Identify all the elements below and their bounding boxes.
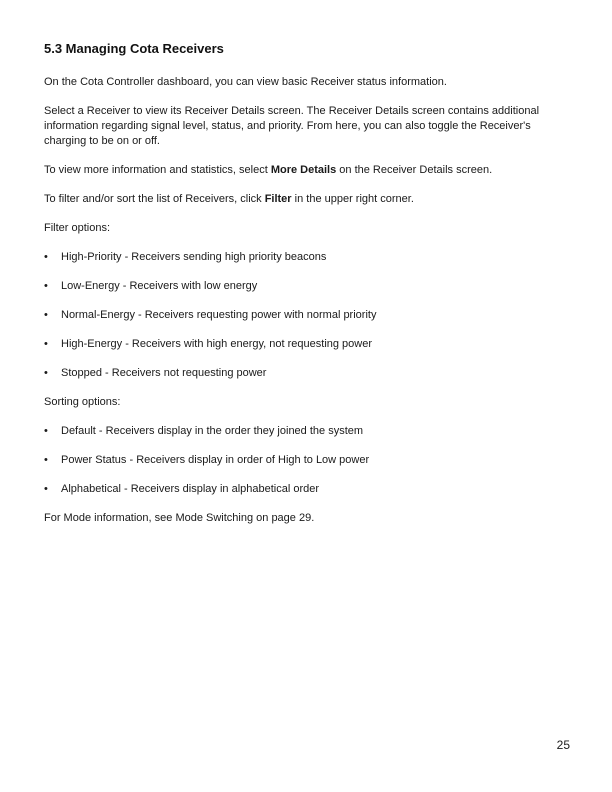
list-item-text: Power Status - Receivers display in order of High to Low power xyxy=(61,454,370,466)
sorting-options-list xyxy=(44,424,568,497)
receiver-details-paragraph: Select a Receiver to view its Receiver Details screen. The Receiver Details screen contains additional information regarding signal level, status, and priority. From here, you can also toggle the Receiver's charging to be on or off. xyxy=(44,105,540,147)
bullet-icon: • xyxy=(44,280,48,292)
filter-options-list xyxy=(44,250,568,381)
bullet-icon: • xyxy=(44,251,48,263)
more-details-bold: More Details xyxy=(270,164,337,176)
bullet-icon: • xyxy=(44,367,48,379)
document-page xyxy=(44,40,568,540)
bullet-icon: • xyxy=(44,338,48,350)
bullet-icon: • xyxy=(44,309,48,321)
list-item xyxy=(44,424,568,439)
filter-options-label: Filter options: xyxy=(44,222,111,234)
list-item xyxy=(44,453,568,468)
list-item xyxy=(44,482,568,497)
intro-paragraph: On the Cota Controller dashboard, you can view basic Receiver status information. xyxy=(44,76,447,88)
more-details-paragraph xyxy=(44,163,568,178)
list-item-text: Alphabetical - Receivers display in alphabetical order xyxy=(61,483,320,495)
section-heading: 5.3 Managing Cota Receivers xyxy=(44,41,224,56)
list-item xyxy=(44,337,568,352)
page-number: 25 xyxy=(556,738,570,752)
list-item xyxy=(44,250,568,265)
filter-text-before: To filter and/or sort the list of Receivers, click xyxy=(44,193,265,205)
list-item xyxy=(44,308,568,323)
mode-info-paragraph: For Mode information, see Mode Switching on page 29. xyxy=(44,512,315,524)
bullet-icon: • xyxy=(44,454,48,466)
list-item-text: Stopped - Receivers not requesting power xyxy=(61,367,267,379)
bullet-icon: • xyxy=(44,483,48,495)
list-item xyxy=(44,366,568,381)
more-details-text-after: on the Receiver Details screen. xyxy=(336,164,493,176)
list-item-text: Default - Receivers display in the order they joined the system xyxy=(61,425,364,437)
sorting-options-label: Sorting options: xyxy=(44,396,121,408)
list-item-text: High-Energy - Receivers with high energy, not requesting power xyxy=(61,338,373,350)
list-item-text: Low-Energy - Receivers with low energy xyxy=(61,280,258,292)
list-item xyxy=(44,279,568,294)
filter-paragraph xyxy=(44,192,568,207)
list-item-text: Normal-Energy - Receivers requesting power with normal priority xyxy=(61,309,377,321)
bullet-icon: • xyxy=(44,425,48,437)
filter-bold: Filter xyxy=(264,193,292,205)
filter-text-after: in the upper right corner. xyxy=(291,193,414,205)
more-details-text-before: To view more information and statistics, select xyxy=(44,164,271,176)
list-item-text: High-Priority - Receivers sending high priority beacons xyxy=(61,251,327,263)
